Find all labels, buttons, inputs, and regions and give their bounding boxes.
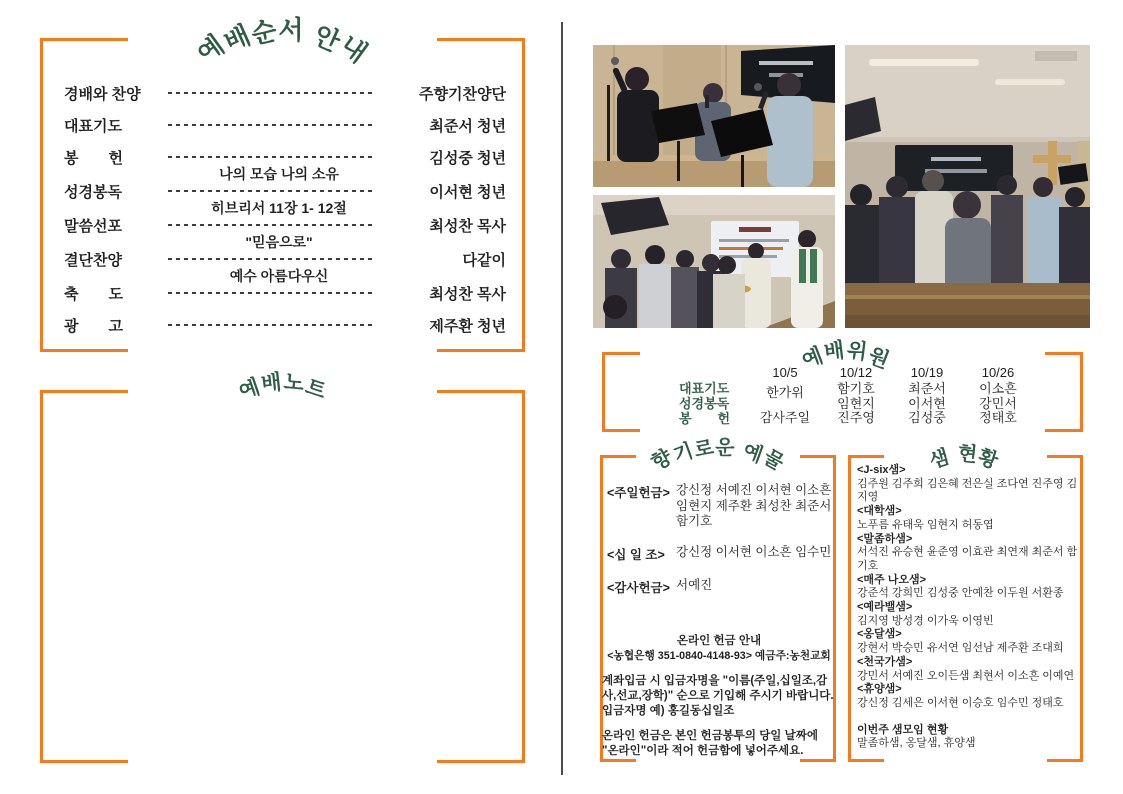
order-item-value: 최성찬 목사 — [429, 217, 506, 235]
order-item-label: 성경봉독 — [64, 183, 122, 201]
order-row — [64, 216, 506, 234]
committee-row-label: 봉 헌 — [679, 410, 731, 426]
online-giving-instruction: 계좌입금 시 입금자명을 "이름(주일,십일조,감사,선교,장학)" 순으로 기입해 주시기 바랍니다. — [602, 675, 834, 702]
worship-notes-title: 예배노트 — [236, 370, 329, 404]
committee-row-label: 대표기도 — [679, 381, 730, 396]
photo-communion — [593, 195, 835, 328]
order-item-subtitle: 예수 아름다우신 — [229, 268, 329, 284]
saem-list — [857, 464, 1083, 751]
order-item-label: 말씀선포 — [64, 217, 122, 235]
dash-line — [168, 124, 376, 126]
online-giving-note: 온라인 헌금은 본인 헌금봉투의 당일 날짜에 "온라인"이라 적어 헌금함에 넣어주세요. — [602, 730, 818, 757]
photo-congregation — [845, 45, 1090, 328]
order-item-value: 이서현 청년 — [429, 183, 506, 201]
committee-entry: 김성중 — [908, 410, 946, 426]
committee-column — [752, 366, 818, 426]
saem-group-name: <J-six샘> — [857, 464, 906, 476]
committee-date: 10/19 — [910, 365, 944, 380]
praise-team-illustration — [593, 45, 835, 187]
dash-line — [168, 92, 376, 94]
photo-praise-team — [593, 45, 835, 187]
worship-order-title: 예배순서 안내 — [191, 14, 373, 69]
committee-entry: 강민서 — [979, 395, 1017, 411]
order-item-label: 경배와 찬양 — [64, 85, 141, 103]
order-item-label: 광 고 — [64, 317, 123, 335]
offerings-title: 향기로운 예물 — [648, 436, 788, 475]
saem-group-name: <예라밸샘> — [857, 601, 913, 614]
order-item-value: 최준서 청년 — [429, 117, 506, 135]
online-giving-example: 입금자명 예) 홍길동십일조 — [602, 705, 735, 717]
saem-group-members: 강신정 김세은 이서현 이승호 임수민 정태호 — [857, 696, 1064, 709]
committee-entry: 최준서 — [908, 380, 946, 396]
committee-entry: 임현지 — [837, 395, 875, 411]
committee-entry: 함기호 — [837, 380, 875, 396]
saem-group — [857, 574, 1083, 601]
committee-title: 예배위원 — [798, 338, 893, 373]
dash-line — [168, 190, 376, 192]
bank-account: <농협은행 351-0840-4148-93> 예금주:농천교회 — [607, 650, 831, 662]
committee-column — [894, 366, 960, 426]
dash-line — [168, 156, 376, 158]
offering-item — [607, 545, 833, 563]
saem-group-members: 서석진 유승현 윤준영 이효관 최연재 최준서 함기호 — [857, 546, 1078, 572]
saem-group — [857, 601, 1083, 628]
saem-group — [857, 464, 1083, 505]
dash-line — [168, 324, 376, 326]
online-giving-info — [602, 634, 836, 759]
offering-names: 서예진 — [676, 577, 713, 592]
dash-line — [168, 258, 376, 260]
offering-label: <감사헌금> — [607, 580, 670, 595]
committee-row-label: 성경봉독 — [679, 395, 730, 411]
committee-entry: 감사주일 — [759, 409, 811, 425]
order-item-value: 김성중 청년 — [429, 149, 506, 167]
saem-group — [857, 683, 1083, 710]
saem-group-members: 강준석 강희민 김성중 안예찬 이두원 서환종 — [857, 587, 1064, 600]
saem-weekly-value: 말좀하샘, 옹달샘, 휴양샘 — [857, 737, 976, 750]
committee-entry: 진주영 — [837, 410, 875, 426]
order-row — [64, 84, 506, 102]
offering-label: <십 일 조> — [607, 547, 665, 562]
order-item-value: 주향기찬양단 — [419, 85, 506, 103]
order-item-label: 축 도 — [64, 285, 123, 303]
saem-group-name: <대학샘> — [857, 505, 902, 518]
saem-group — [857, 628, 1083, 655]
committee-column — [965, 366, 1031, 426]
offering-label: <주일헌금> — [607, 486, 670, 500]
congregation-illustration — [845, 45, 1090, 328]
worship-order-list — [64, 84, 506, 348]
saem-group-members: 강민서 서예진 오이든샘 최현서 이소흔 이예연 — [857, 669, 1075, 682]
dash-line — [168, 292, 376, 294]
order-item-label: 대표기도 — [64, 117, 122, 135]
saem-weekly-title: 이번주 샘모임 현황 — [857, 723, 949, 736]
order-item-value: 최성찬 목사 — [429, 285, 506, 303]
order-row — [64, 182, 506, 200]
order-item-label: 봉 헌 — [64, 149, 123, 167]
communion-illustration — [593, 195, 835, 328]
saem-group-name: <천국가샘> — [857, 655, 913, 668]
committee-date: 10/12 — [839, 365, 873, 380]
offering-item — [607, 578, 833, 596]
saem-group — [857, 656, 1083, 683]
committee-row-labels — [679, 366, 747, 426]
order-item-value: 다같이 — [462, 251, 506, 269]
saem-group-name: <매주 나오샘> — [857, 573, 927, 586]
saem-group-members: 김지영 방성경 이가욱 이영빈 — [857, 614, 994, 627]
order-row — [64, 250, 506, 268]
order-item-subtitle: 나의 모습 나의 소유 — [219, 166, 339, 182]
offering-names: 강신정 서예진 이서현 이소흔 임현지 제주환 최성찬 최준서 함기호 — [676, 483, 832, 528]
committee-column — [823, 366, 889, 426]
saem-title: 샘 현황 — [927, 442, 1001, 473]
saem-group — [857, 533, 1083, 574]
saem-group-members: 강현서 박승민 유서연 임선남 제주환 조대희 — [857, 642, 1064, 655]
committee-date: 10/5 — [772, 365, 798, 380]
online-giving-title: 온라인 헌금 안내 — [676, 635, 762, 647]
saem-group-members: 노푸름 유태욱 임현지 허동엽 — [857, 518, 994, 531]
order-item-value: 제주환 청년 — [429, 317, 506, 335]
order-row — [64, 116, 506, 134]
order-item-label: 결단찬양 — [64, 251, 122, 269]
saem-group — [857, 505, 1083, 532]
committee-date: 10/26 — [981, 365, 1015, 380]
order-row — [64, 284, 506, 302]
worship-notes-frame — [40, 390, 525, 763]
saem-group-name: <휴양샘> — [857, 683, 902, 696]
committee-entry: 정태호 — [979, 410, 1017, 426]
offerings-list — [607, 483, 833, 611]
saem-group-name: <말좀하샘> — [857, 532, 913, 545]
order-row — [64, 316, 506, 334]
dash-line — [168, 224, 376, 226]
offering-item — [607, 483, 833, 530]
order-item-subtitle: "믿음으로" — [245, 234, 313, 250]
committee-entry: 한가위 — [766, 384, 804, 400]
center-divider — [561, 22, 563, 775]
committee-entry: 이소흔 — [979, 380, 1017, 396]
saem-weekly-status — [857, 724, 1083, 751]
order-item-subtitle: 히브리서 11장 1- 12절 — [211, 200, 347, 216]
order-row — [64, 148, 506, 166]
committee-table — [679, 366, 1031, 426]
saem-group-name: <옹달샘> — [857, 628, 902, 641]
saem-group-members: 김주원 김주희 김은혜 전은실 조다연 진주영 김지영 — [857, 477, 1078, 504]
offering-names: 강신정 이서현 이소흔 임수민 — [676, 544, 832, 559]
committee-entry: 이서현 — [908, 395, 946, 411]
